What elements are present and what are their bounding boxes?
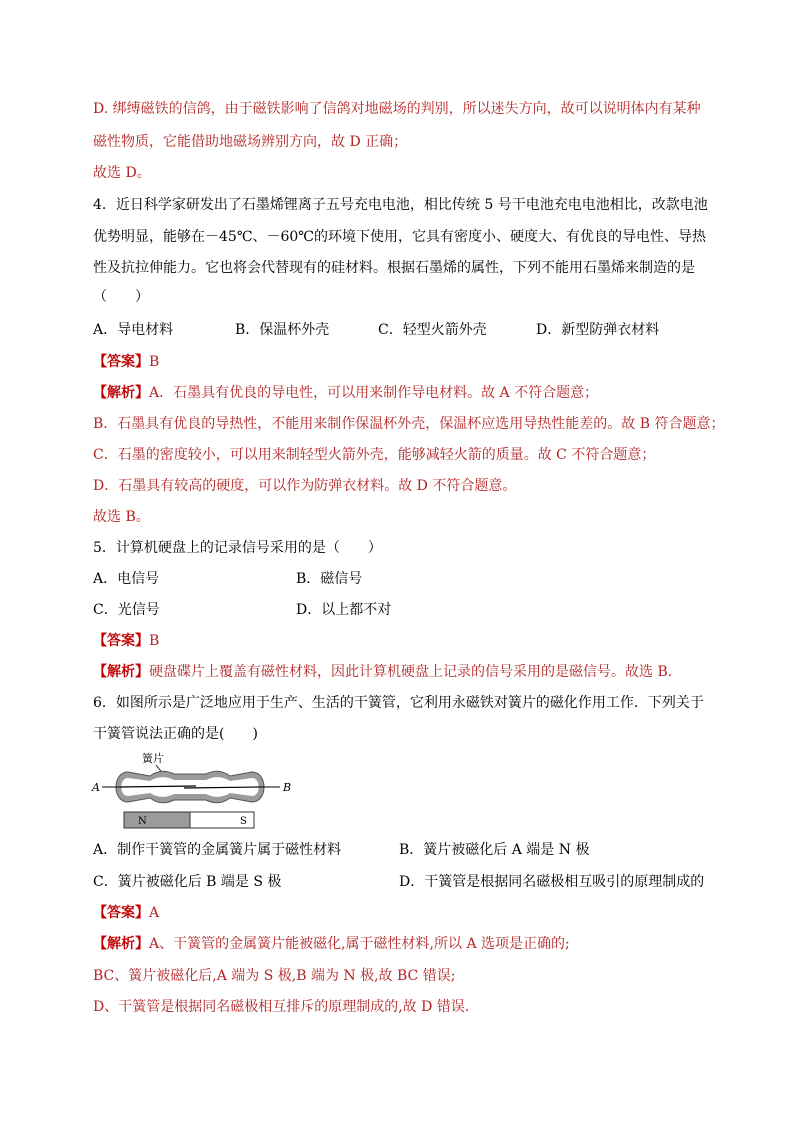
answer-line (93, 903, 159, 923)
magnet-n-label: N (138, 816, 147, 827)
explanation-tag: 【解析】 (93, 385, 149, 401)
answer-line (93, 631, 159, 651)
explanation-line: D．石墨具有较高的硬度，可以作为防弹衣材料。故 D 不符合题意。 (93, 478, 517, 494)
option-d: D．干簧管是根据同名磁极相互吸引的原理制成的 (399, 874, 705, 890)
explanation-tag: 【解析】 (93, 936, 149, 952)
explanation-line: C．石墨的密度较小，可以用来制轻型火箭外壳，能够减轻火箭的质量。故 C 不符合题意； (93, 447, 656, 463)
explanation-line: B．石墨具有优良的导热性，不能用来制作保温杯外壳，保温杯应选用导热性能差的。故 B 符合题意； (93, 416, 725, 432)
explanation-line: 故选 B。 (93, 509, 150, 525)
option-a: A．制作干簧管的金属簧片属于磁性材料 (93, 842, 342, 858)
explanation-text: A、干簧管的金属簧片能被磁化,属于磁性材料,所以 A 选项是正确的; (149, 936, 570, 952)
option-b: B．磁信号 (296, 571, 363, 587)
question-5-text: 5．计算机硬盘上的记录信号采用的是（ ） (93, 540, 382, 556)
option-c: C．轻型火箭外壳 (378, 322, 487, 338)
answer-tag: 【答案】 (93, 905, 149, 921)
explanation-line: D、干簧管是根据同名磁极相互排斥的原理制成的,故 D 错误. (93, 999, 470, 1015)
explanation-line (93, 662, 672, 682)
answer-value: A (149, 905, 160, 921)
text-line: D. 绑缚磁铁的信鸽，由于磁铁影响了信鸽对地磁场的判别，所以迷失方向，故可以说明体内有某种 (93, 101, 701, 117)
option-a: A．导电材料 (93, 322, 174, 338)
option-d: D．以上都不对 (296, 602, 392, 618)
magnet-s-label: S (240, 816, 247, 827)
explanation-line (93, 934, 570, 954)
option-d: D．新型防弹衣材料 (536, 322, 660, 338)
answer-value: B (149, 633, 160, 649)
magnet-n (124, 812, 190, 828)
option-a: A．电信号 (93, 571, 160, 587)
answer-value: B (149, 354, 160, 370)
question-4-text: 性及抗拉伸能力。它也将会代替现有的硅材料。根据石墨烯的属性，下列不能用石墨烯来制造的是 (93, 260, 695, 276)
option-c: C．簧片被磁化后 B 端是 S 极 (93, 874, 282, 890)
explanation-text: A．石墨具有优良的导电性，可以用来制作导电材料。故 A 不符合题意； (149, 385, 599, 401)
reed-label: 簧片 (142, 752, 164, 765)
explanation-text: 硬盘碟片上覆盖有磁性材料，因此计算机硬盘上记录的信号采用的是磁信号。故选 B. (149, 664, 673, 680)
text-line: 磁性物质，它能借助地磁场辨别方向，故 D 正确； (93, 134, 408, 150)
answer-line (93, 352, 159, 372)
explanation-tag: 【解析】 (93, 664, 149, 680)
question-6-text: 6．如图所示是广泛地应用于生产、生活的干簧管，它利用永磁铁对簧片的磁化作用工作．下列关于 (93, 695, 704, 711)
question-6-text: 干簧管说法正确的是( ) (93, 726, 258, 742)
question-4-text: 4．近日科学家研发出了石墨烯锂离子五号充电电池，相比传统 5 号干电池充电电池相比，改款电池 (93, 197, 708, 213)
answer-tag: 【答案】 (93, 354, 149, 370)
option-b: B．保温杯外壳 (235, 322, 330, 338)
end-a-label: A (92, 781, 100, 794)
question-4-text: （ ） (93, 289, 149, 305)
text-line: 故选 D。 (93, 165, 151, 181)
reed-switch-figure (90, 748, 300, 832)
answer-tag: 【答案】 (93, 633, 149, 649)
question-4-text: 优势明显，能够在－45℃、－60℃的环境下使用，它具有密度小、硬度大、有优良的导电性、导热 (93, 229, 706, 245)
end-b-label: B (283, 781, 292, 794)
option-c: C．光信号 (93, 602, 160, 618)
explanation-line: BC、簧片被磁化后,A 端为 S 极,B 端为 N 极,故 BC 错误; (93, 968, 456, 984)
explanation-line (93, 383, 598, 403)
option-b: B．簧片被磁化后 A 端是 N 极 (399, 842, 590, 858)
